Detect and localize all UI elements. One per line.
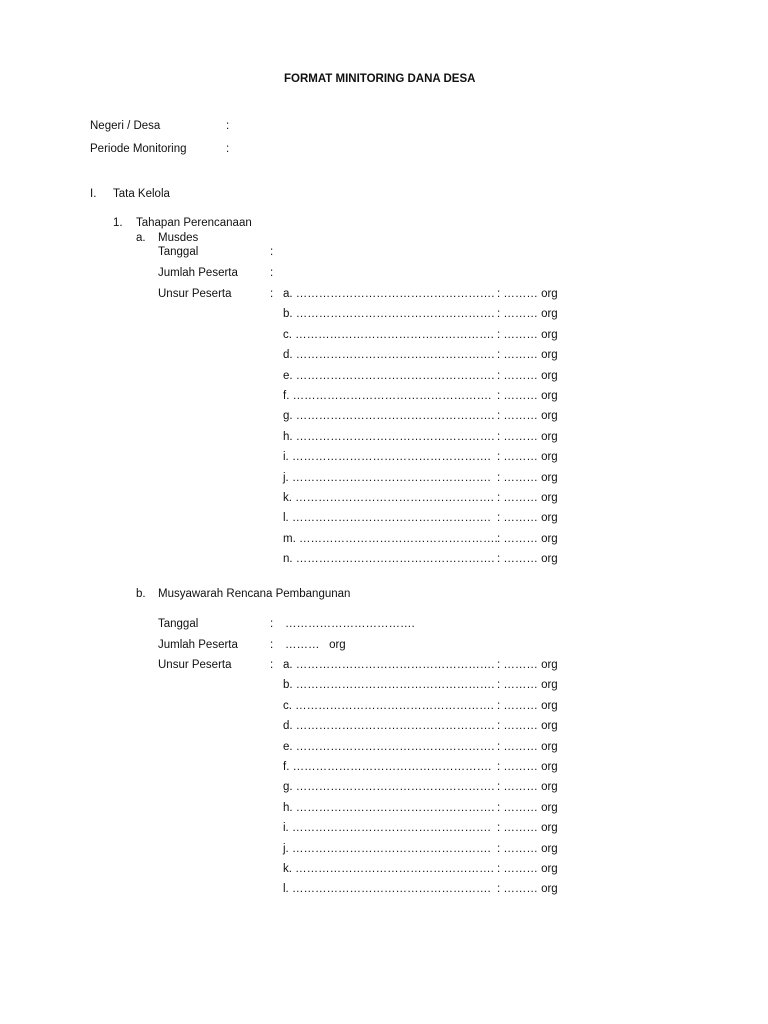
entry-text: a. ……………………………………………. [283, 659, 495, 671]
entry-text: h. ……………………………………………. [283, 430, 495, 443]
periode-monitoring-colon: : [226, 143, 230, 155]
periode-monitoring-label: Periode Monitoring [90, 143, 187, 155]
entry-text: a. ……………………………………………. [283, 288, 495, 300]
entry-text: c. ……………………………………………. [283, 328, 494, 341]
entry-count: : ……… org [497, 369, 558, 382]
entry-text: d. ……………………………………………. [283, 720, 495, 733]
item-b-jumlah-colon: : [270, 639, 274, 651]
item-a-tanggal-colon: : [270, 246, 274, 258]
item-a-title: Musdes [158, 232, 199, 244]
item-b-letter: b. [136, 588, 146, 600]
entry-count: : ……… org [497, 863, 558, 875]
item-b-tanggal-value: ……………………………. [285, 618, 415, 630]
entry-count: : ……… org [497, 822, 558, 835]
entry-count: : ……… org [497, 430, 558, 443]
entry-text: i. ……………………………………………. [283, 822, 491, 835]
entry-text: i. ……………………………………………. [283, 451, 491, 464]
item-a-unsur-colon: : [270, 288, 274, 300]
negeri-desa-label: Negeri / Desa [90, 120, 161, 132]
item-a-jumlah-colon: : [270, 267, 274, 279]
entry-text: k. ……………………………………………. [283, 492, 494, 504]
entry-count: : ……… org [497, 308, 558, 321]
entry-text: j. ……………………………………………. [283, 471, 491, 484]
entry-text: k. ……………………………………………. [283, 863, 494, 875]
entry-text: l. ……………………………………………. [283, 512, 491, 525]
section-number: I. [90, 188, 97, 200]
entry-count: : ……… org [497, 328, 558, 341]
item-a-unsur-label: Unsur Peserta [158, 288, 232, 300]
entry-count: : ……… org [497, 349, 558, 362]
item-b-tanggal-label: Tanggal [158, 618, 199, 630]
entry-count: : ……… org [497, 390, 558, 402]
entry-count: : ……… org [497, 883, 558, 896]
entry-text: f. ……………………………………………. [283, 390, 492, 402]
entry-count: : ……… org [497, 553, 558, 566]
entry-count: : ……… org [497, 492, 558, 504]
entry-text: f. ……………………………………………. [283, 761, 492, 773]
entry-text: b. ……………………………………………. [283, 308, 495, 321]
entry-count: : ……… org [497, 512, 558, 525]
entry-count: : ……… org [497, 451, 558, 464]
entry-count: : ……… org [497, 532, 558, 545]
entry-count: : ……… org [497, 761, 558, 773]
subsection-title: Tahapan Perencanaan [136, 217, 252, 229]
entry-text: j. ……………………………………………. [283, 842, 491, 855]
item-a-letter: a. [136, 232, 146, 244]
entry-text: m. ……………………………………………. [283, 532, 498, 545]
item-b-tanggal-colon: : [270, 618, 274, 630]
item-a-jumlah-label: Jumlah Peserta [158, 267, 238, 279]
entry-count: : ……… org [497, 471, 558, 484]
entry-count: : ……… org [497, 720, 558, 733]
entry-text: l. ……………………………………………. [283, 883, 491, 896]
entry-text: h. ……………………………………………. [283, 801, 495, 814]
entry-text: n. ……………………………………………. [283, 553, 495, 566]
entry-count: : ……… org [497, 740, 558, 753]
item-b-jumlah-label: Jumlah Peserta [158, 639, 238, 651]
section-title: Tata Kelola [113, 188, 170, 200]
document-title: FORMAT MINITORING DANA DESA [284, 73, 476, 85]
item-b-title: Musyawarah Rencana Pembangunan [158, 588, 351, 600]
entry-count: : ……… org [497, 410, 558, 423]
entry-count: : ……… org [497, 288, 558, 300]
item-b-unsur-colon: : [270, 659, 274, 671]
entry-text: d. ……………………………………………. [283, 349, 495, 362]
entry-text: b. ……………………………………………. [283, 679, 495, 692]
entry-count: : ……… org [497, 842, 558, 855]
entry-count: : ……… org [497, 699, 558, 712]
entry-text: g. ……………………………………………. [283, 410, 495, 423]
item-b-jumlah-value: ……… org [285, 639, 346, 651]
negeri-desa-colon: : [226, 120, 230, 132]
item-a-tanggal-label: Tanggal [158, 246, 199, 258]
entry-text: g. ……………………………………………. [283, 781, 495, 794]
entry-text: e. ……………………………………………. [283, 369, 495, 382]
entry-count: : ……… org [497, 781, 558, 794]
entry-count: : ……… org [497, 659, 558, 671]
entry-count: : ……… org [497, 801, 558, 814]
entry-count: : ……… org [497, 679, 558, 692]
subsection-number: 1. [113, 217, 123, 229]
entry-text: e. ……………………………………………. [283, 740, 495, 753]
item-b-unsur-label: Unsur Peserta [158, 659, 232, 671]
entry-text: c. ……………………………………………. [283, 699, 494, 712]
